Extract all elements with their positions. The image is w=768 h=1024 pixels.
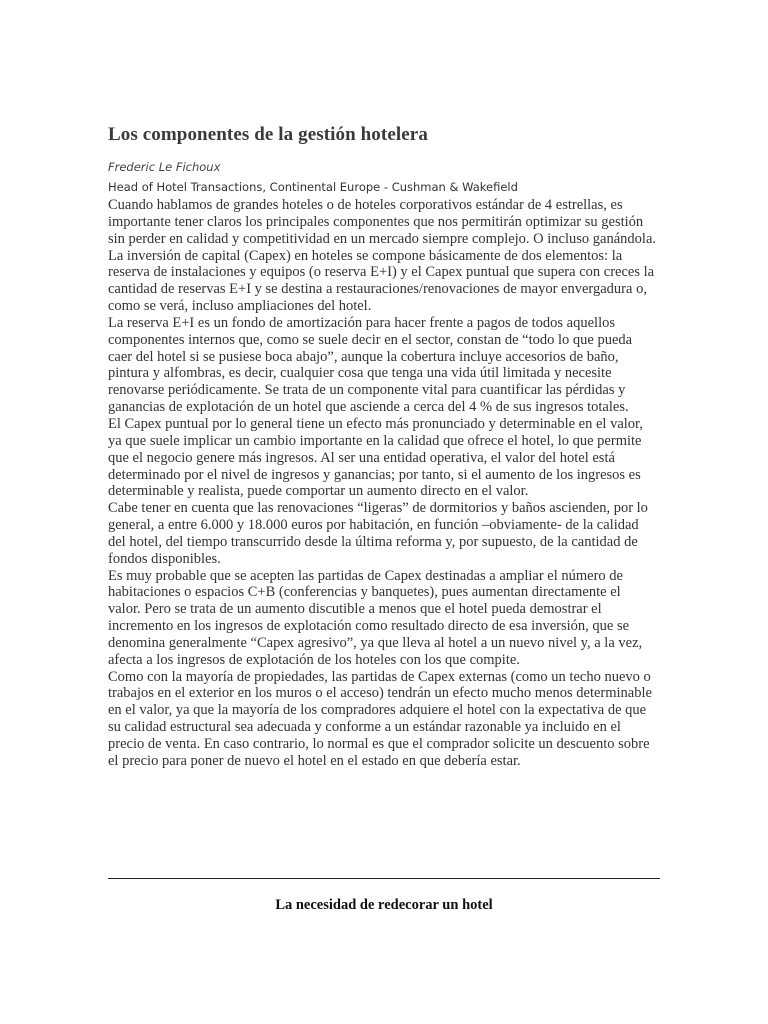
author-role: Head of Hotel Transactions, Continental Europe - Cushman & Wakefield [108,180,518,194]
article-title: Los componentes de la gestión hotelera [108,124,428,145]
paragraph: Cuando hablamos de grandes hoteles o de hoteles corporativos estándar de 4 estrellas, es importante tener claros los principales componentes que nos permitirán optimizar su gestión sin perder en calidad y competitividad en un mercado siempre complejo. O incluso ganándola. [108,197,657,247]
paragraph: La inversión de capital (Capex) en hoteles se compone básicamente de dos elementos: la reserva de instalaciones y equipos (o reserva E+I) y el Capex puntual que supera con creces la cantidad de reservas E+I y se destina a restauraciones/renovaciones de mayor envergadura o, como se verá, incluso ampliaciones del hotel. [108,247,655,315]
paragraph: Es muy probable que se acepten las partidas de Capex destinadas a ampliar el número de habitaciones o espacios C+B (conferencias y banquetes), pues aumentan directamente el valor. Pero se trata de un aumento discutible a menos que el hotel pueda demostrar el incremento en los ingresos de explotación como resultado directo de esa inversión, que se denomina generalmente “Capex agresivo”, ya que lleva al hotel a un nuevo nivel y, a la vez, afecta a los ingresos de explotación de los hoteles con los que compite. [108,567,643,668]
section-heading: La necesidad de redecorar un hotel [275,897,493,913]
paragraph: La reserva E+I es un fondo de amortización para hacer frente a pagos de todos aquellos componentes internos que, como se suele decir en el sector, constan de “todo lo que pueda caer del hotel si se pusiese boca abajo”, aunque la cobertura incluye accesorios de baño, pintura y alfombras, es decir, cualquier cosa que tenga una vida útil limitada y necesite renovarse periódicamente. Se trata de un componente vital para cuantificar las pérdidas y ganancias de explotación de un hotel que asciende a cerca del 4 % de sus ingresos totales. [108,314,633,416]
paragraph: Cabe tener en cuenta que las renovaciones “ligeras” de dormitorios y baños ascienden, por lo general, a entre 6.000 y 18.000 euros por habitación, en función –obviamente- de la calidad del hotel, del tiempo transcurrido desde la última reforma y, por supuesto, de la cantidad de fondos disponibles. [108,500,648,567]
article-body [108,197,656,770]
paragraph: Como con la mayoría de propiedades, las partidas de Capex externas (como un techo nuevo o trabajos en el exterior en los muros o el acceso) tendrán un efecto mucho menos determinable en el valor, ya que la mayoría de los compradores adquiere el hotel con la expectativa de que su calidad estructural sea adecuada y conforme a un estándar razonable ya incluido en el precio de venta. En caso contrario, lo normal es que el comprador solicite un descuento sobre el precio para poner de nuevo el hotel en el estado en que debería estar. [108,668,652,769]
paragraph: El Capex puntual por lo general tiene un efecto más pronunciado y determinable en el valor, ya que suele implicar un cambio importante en la calidad que ofrece el hotel, lo que permite que el negocio genere más ingresos. Al ser una entidad operativa, el valor del hotel está determinado por el nivel de ingresos y ganancias; por tanto, si el aumento de los ingresos es determinable y realista, puede comportar un aumento directo en el valor. [108,415,643,500]
section-divider [108,878,660,879]
article-author: Frederic Le Fichoux [108,160,221,174]
